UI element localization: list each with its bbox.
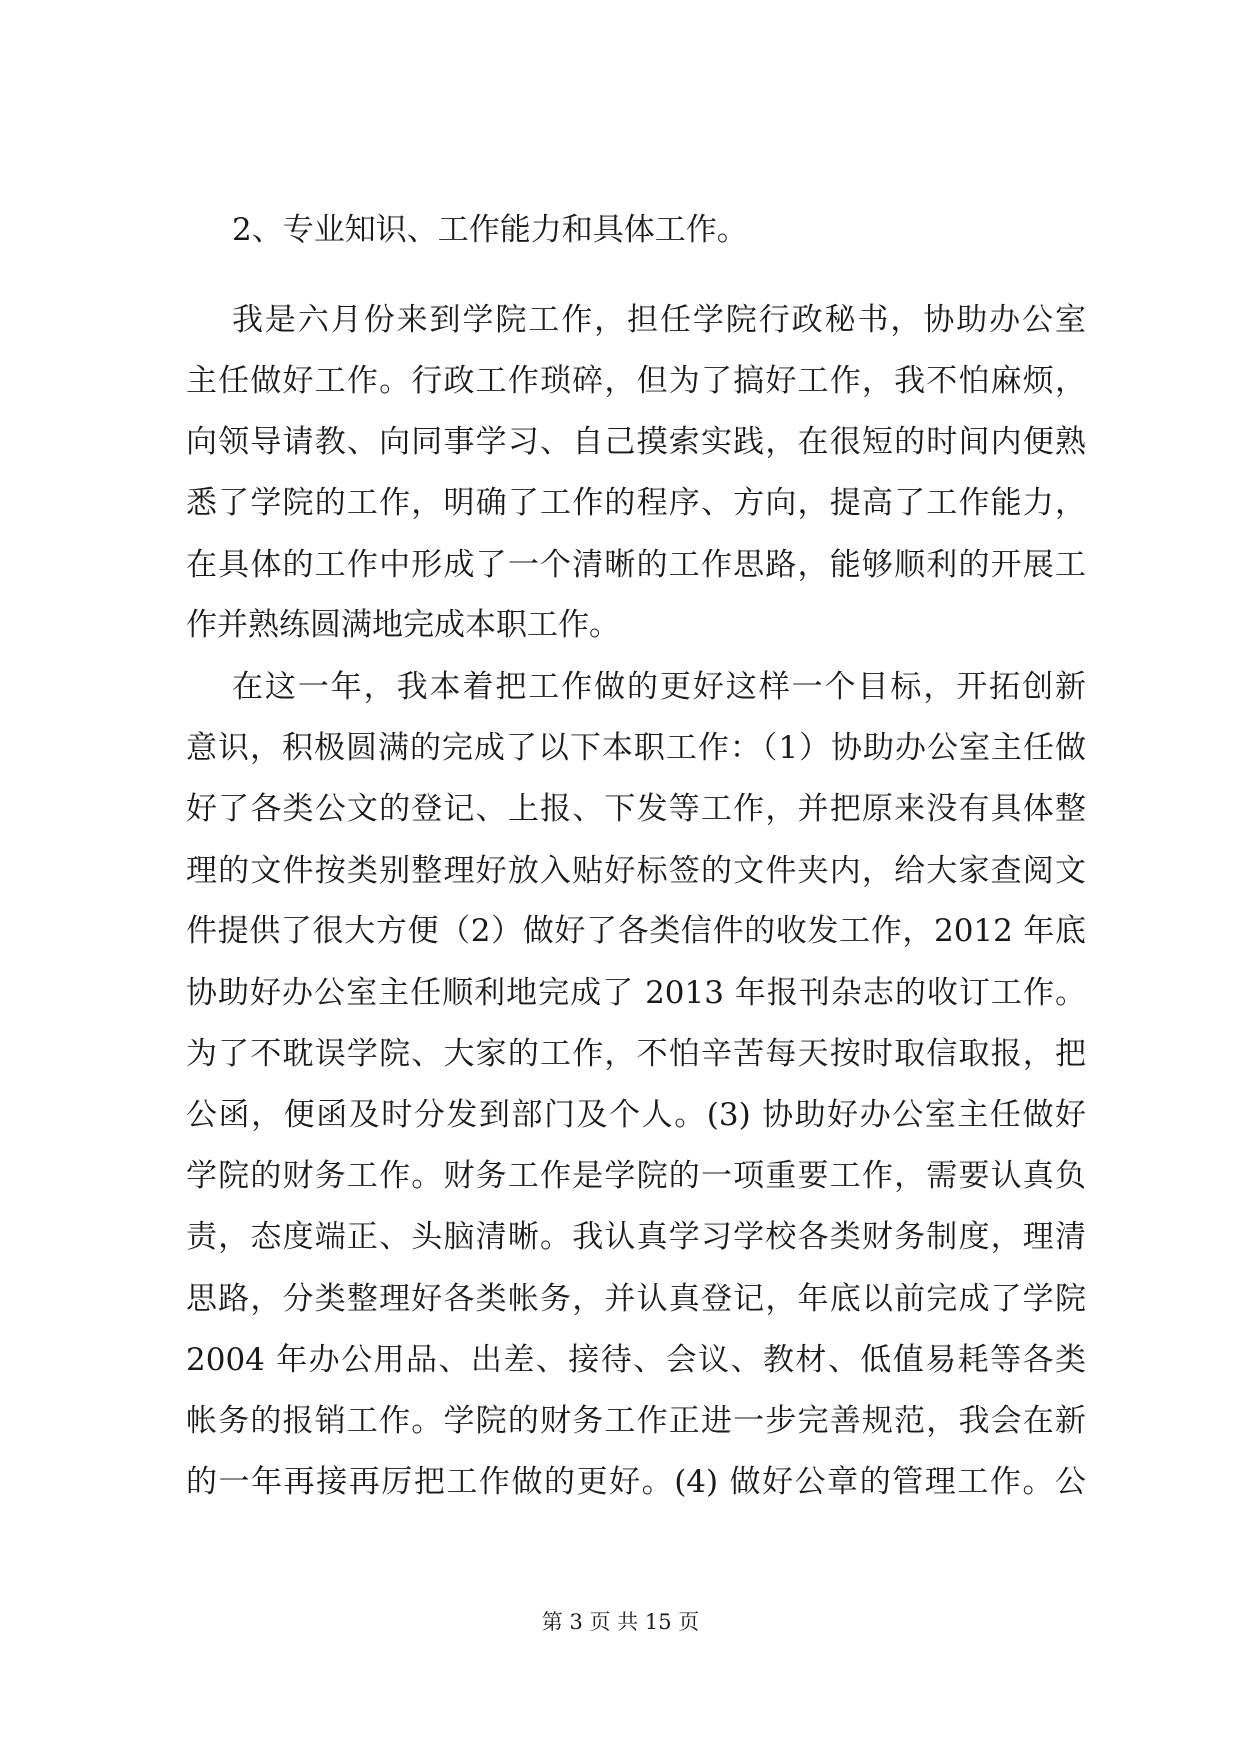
- text-line: 的一年再接再厉把工作做的更好。(4) 做好公章的管理工作。公: [186, 1464, 1086, 1500]
- text-line: 在这一年，我本着把工作做的更好这样一个目标，开拓创新: [232, 669, 1086, 705]
- text-line: 理的文件按类别整理好放入贴好标签的文件夹内，给大家查阅文: [186, 853, 1086, 889]
- text-line: 为了不耽误学院、大家的工作，不怕辛苦每天按时取信取报，把: [186, 1036, 1086, 1072]
- text-line: 2、专业知识、工作能力和具体工作。: [232, 212, 748, 248]
- text-line: 主任做好工作。行政工作琐碎，但为了搞好工作，我不怕麻烦，: [186, 363, 1086, 399]
- text-line: 作并熟练圆满地完成本职工作。: [186, 607, 620, 643]
- text-line: 悉了学院的工作，明确了工作的程序、方向，提高了工作能力，: [186, 485, 1086, 521]
- text-line: 思路，分类整理好各类帐务，并认真登记，年底以前完成了学院: [186, 1281, 1086, 1317]
- text-line: 好了各类公文的登记、上报、下发等工作，并把原来没有具体整: [186, 791, 1086, 827]
- text-line: 在具体的工作中形成了一个清晰的工作思路，能够顺利的开展工: [186, 547, 1086, 583]
- text-line: 协助好办公室主任顺利地完成了 2013 年报刊杂志的收订工作。: [186, 975, 1086, 1011]
- text-line: 我是六月份来到学院工作，担任学院行政秘书，协助办公室: [232, 302, 1086, 338]
- text-line: 责，态度端正、头脑清晰。我认真学习学校各类财务制度，理清: [186, 1219, 1086, 1255]
- text-line: 公函，便函及时分发到部门及个人。(3) 协助好办公室主任做好: [186, 1097, 1086, 1133]
- page-number-footer: 第 3 页 共 15 页: [541, 1610, 700, 1634]
- text-line: 向领导请教、向同事学习、自己摸索实践，在很短的时间内便熟: [186, 424, 1086, 460]
- text-line: 帐务的报销工作。学院的财务工作正进一步完善规范，我会在新: [186, 1403, 1086, 1439]
- text-line: 意识，积极圆满的完成了以下本职工作：（1）协助办公室主任做: [186, 730, 1086, 766]
- text-line: 2004 年办公用品、出差、接待、会议、教材、低值易耗等各类: [186, 1342, 1086, 1378]
- text-line: 学院的财务工作。财务工作是学院的一项重要工作，需要认真负: [186, 1158, 1086, 1194]
- text-line: 件提供了很大方便（2）做好了各类信件的收发工作，2012 年底: [186, 913, 1086, 949]
